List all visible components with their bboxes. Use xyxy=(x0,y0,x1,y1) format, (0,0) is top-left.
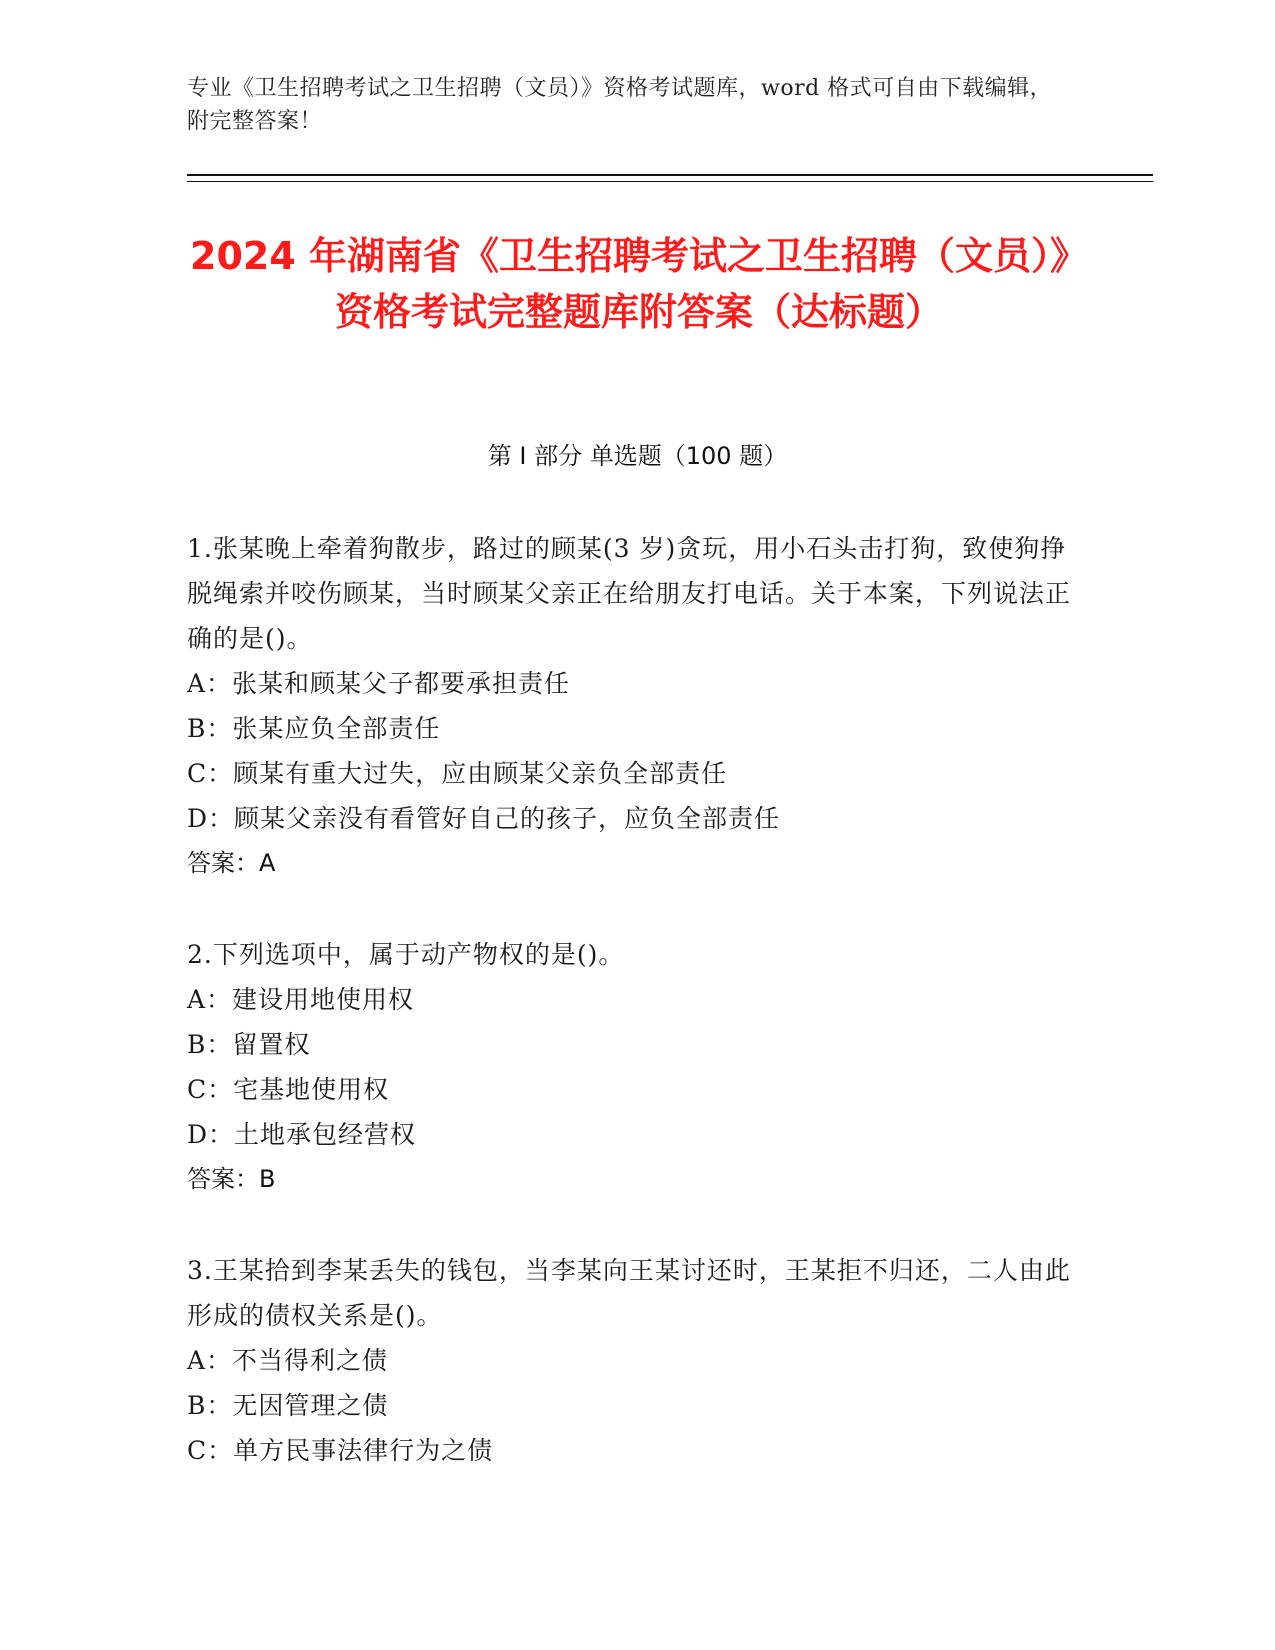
header-divider-thick xyxy=(187,174,1153,176)
option-c: C：单方民事法律行为之债 xyxy=(187,1436,494,1465)
header-note: 专业《卫生招聘考试之卫生招聘（文员）》资格考试题库，word 格式可自由下载编辑，附完整答案！ xyxy=(187,76,1053,134)
question-list xyxy=(187,526,1087,1519)
option-c: C：宅基地使用权 xyxy=(187,1075,390,1104)
option-d: D：顾某父亲没有看管好自己的孩子，应负全部责任 xyxy=(187,804,781,833)
option-b: B：张某应负全部责任 xyxy=(187,714,441,743)
question-1 xyxy=(187,526,1087,886)
option-a: A：建设用地使用权 xyxy=(187,985,415,1014)
option-b: B：无因管理之债 xyxy=(187,1391,389,1420)
question-3 xyxy=(187,1248,1087,1473)
question-2 xyxy=(187,932,1087,1202)
question-stem: 3.王某拾到李某丢失的钱包，当李某向王某讨还时，王某拒不归还，二人由此形成的债权关系是()。 xyxy=(187,1256,1071,1330)
question-stem: 2.下列选项中，属于动产物权的是()。 xyxy=(187,940,625,969)
header-divider-thin xyxy=(187,181,1153,182)
document-title: 2024 年湖南省《卫生招聘考试之卫生招聘（文员）》资格考试完整题库附答案（达标题） xyxy=(190,234,1088,334)
answer: 答案：B xyxy=(187,1165,276,1193)
option-d: D：土地承包经营权 xyxy=(187,1120,417,1149)
option-b: B：留置权 xyxy=(187,1030,311,1059)
section-title: 第 I 部分 单选题（100 题） xyxy=(487,442,788,470)
option-a: A：不当得利之债 xyxy=(187,1346,389,1375)
answer: 答案：A xyxy=(187,849,276,877)
question-stem: 1.张某晚上牵着狗散步，路过的顾某(3 岁)贪玩，用小石头击打狗，致使狗挣脱绳索并咬伤顾某，当时顾某父亲正在给朋友打电话。关于本案，下列说法正确的是()。 xyxy=(187,534,1072,653)
option-c: C：顾某有重大过失，应由顾某父亲负全部责任 xyxy=(187,759,728,788)
option-a: A：张某和顾某父子都要承担责任 xyxy=(187,669,571,698)
